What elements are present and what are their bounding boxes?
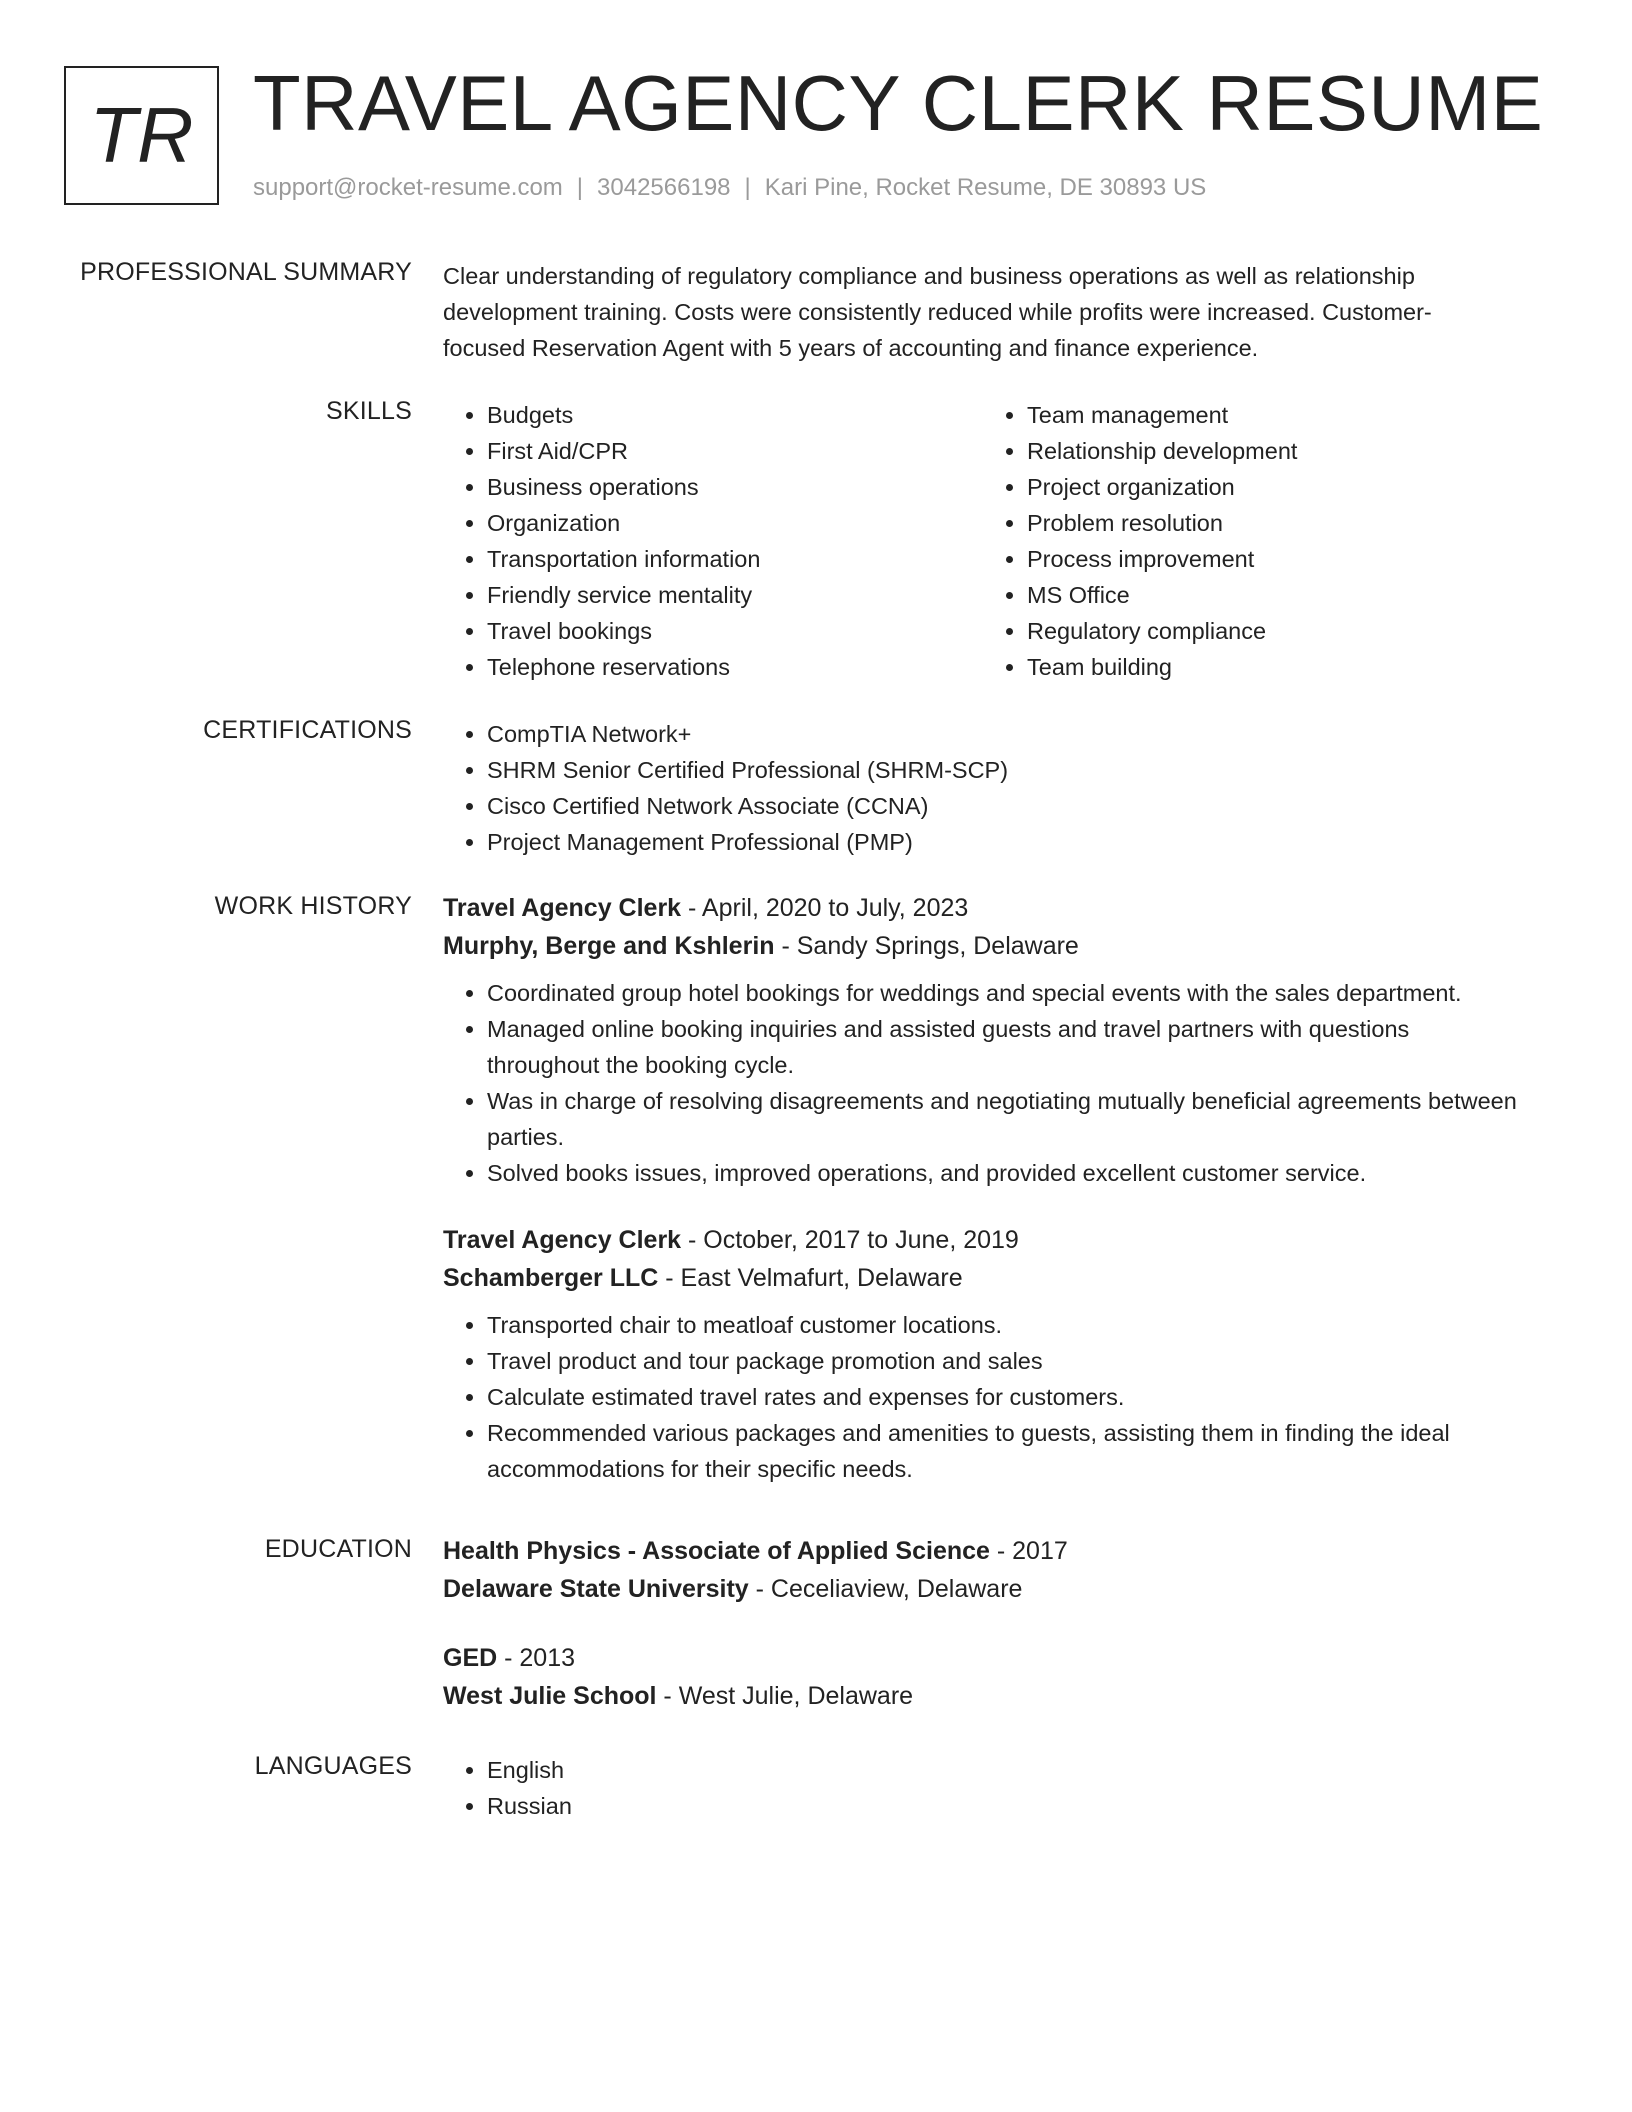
job-dates: - October, 2017 to June, 2019 <box>681 1226 1019 1254</box>
skill-item: • Regulatory compliance <box>1027 613 1523 649</box>
certification-item: • Project Management Professional (PMP) <box>487 824 1523 860</box>
skill-item: • Problem resolution <box>1027 505 1523 541</box>
skill-item: • Organization <box>487 505 983 541</box>
skill-item: • Budgets <box>487 397 983 433</box>
skill-item: • Transportation information <box>487 541 983 577</box>
education-location: - West Julie, Delaware <box>656 1682 914 1710</box>
skill-item: • Team management <box>1027 397 1523 433</box>
education-school: Delaware State University <box>443 1575 749 1603</box>
education-school-line <box>443 1570 1523 1608</box>
language-item: • Russian <box>487 1788 1523 1824</box>
certifications-list <box>443 716 1523 860</box>
monogram-initials: TR <box>89 91 194 179</box>
certification-item: • Cisco Certified Network Associate (CCNA) <box>487 788 1523 824</box>
job-duty: • Managed online booking inquiries and assisted guests and travel partners with questions throughout the booking cycle. <box>487 1011 1523 1083</box>
job-company: Schamberger LLC <box>443 1264 659 1292</box>
skills-heading: SKILLS <box>326 397 412 425</box>
language-item: • English <box>487 1752 1523 1788</box>
summary-text: Clear understanding of regulatory compliance and business operations as well as relationship development training. Costs were consistently reduced while profits were increased. Customer-focused Reservation Agent with 5 years of accounting and finance experience. <box>443 263 1432 361</box>
job-duty: • Was in charge of resolving disagreements and negotiating mutually beneficial agreements between parties. <box>487 1083 1523 1155</box>
education-year: - 2013 <box>497 1644 576 1672</box>
job-duty: • Coordinated group hotel bookings for weddings and special events with the sales department. <box>487 975 1523 1011</box>
job-duties-list <box>443 975 1523 1191</box>
job-duties-list <box>443 1307 1523 1487</box>
resume-title: TRAVEL AGENCY CLERK RESUME <box>253 59 1544 147</box>
contact-email[interactable]: support@rocket-resume.com <box>253 174 563 201</box>
skill-item: • Relationship development <box>1027 433 1523 469</box>
contact-line <box>253 174 1206 202</box>
job-duty: • Calculate estimated travel rates and expenses for customers. <box>487 1379 1523 1415</box>
certification-item: • SHRM Senior Certified Professional (SHRM-SCP) <box>487 752 1523 788</box>
job-location: - Sandy Springs, Delaware <box>774 932 1079 960</box>
job-dates: - April, 2020 to July, 2023 <box>681 894 969 922</box>
skill-item: • Telephone reservations <box>487 649 983 685</box>
skill-item: • Business operations <box>487 469 983 505</box>
skills-list-left <box>443 397 983 685</box>
education-entry <box>443 1639 1523 1715</box>
skill-item: • Travel bookings <box>487 613 983 649</box>
monogram-box <box>64 66 219 205</box>
certifications-body <box>443 716 1523 860</box>
languages-body <box>443 1752 1523 1824</box>
summary-heading: PROFESSIONAL SUMMARY <box>80 258 412 286</box>
contact-separator: | <box>744 174 751 201</box>
languages-list <box>443 1752 1523 1824</box>
contact-address: Kari Pine, Rocket Resume, DE 30893 US <box>764 174 1207 201</box>
skills-columns <box>443 397 1523 685</box>
job-duty: • Travel product and tour package promotion and sales <box>487 1343 1523 1379</box>
education-school: West Julie School <box>443 1682 657 1710</box>
job-title: Travel Agency Clerk <box>443 1226 682 1254</box>
education-school-line <box>443 1677 1523 1715</box>
education-degree: GED <box>443 1644 498 1672</box>
skill-item: • Friendly service mentality <box>487 577 983 613</box>
job-entry <box>443 889 1523 1191</box>
certifications-heading: CERTIFICATIONS <box>203 716 412 744</box>
education-body <box>443 1532 1523 1715</box>
work-history-heading: WORK HISTORY <box>214 892 412 920</box>
education-location: - Ceceliaview, Delaware <box>748 1575 1023 1603</box>
education-year: - 2017 <box>989 1537 1068 1565</box>
certification-item: • CompTIA Network+ <box>487 716 1523 752</box>
job-title-line <box>443 889 1523 927</box>
job-entry <box>443 1221 1523 1487</box>
skill-item: • Process improvement <box>1027 541 1523 577</box>
skill-item: • Project organization <box>1027 469 1523 505</box>
work-history-body <box>443 889 1523 1487</box>
job-title-line <box>443 1221 1523 1259</box>
job-company-line <box>443 1259 1523 1297</box>
education-degree-line <box>443 1532 1523 1570</box>
job-company: Murphy, Berge and Kshlerin <box>443 932 775 960</box>
skill-item: • MS Office <box>1027 577 1523 613</box>
job-title: Travel Agency Clerk <box>443 894 682 922</box>
job-duty: • Transported chair to meatloaf customer locations. <box>487 1307 1523 1343</box>
skills-list-right <box>983 397 1523 685</box>
job-duty: • Solved books issues, improved operations, and provided excellent customer service. <box>487 1155 1523 1191</box>
education-degree-line <box>443 1639 1523 1677</box>
education-entry <box>443 1532 1523 1608</box>
contact-phone[interactable]: 3042566198 <box>597 174 731 201</box>
contact-separator: | <box>576 174 584 201</box>
skill-item: • First Aid/CPR <box>487 433 983 469</box>
skill-item: • Team building <box>1027 649 1523 685</box>
job-company-line <box>443 927 1523 965</box>
education-degree: Health Physics - Associate of Applied Science <box>443 1537 990 1565</box>
languages-heading: LANGUAGES <box>254 1752 412 1780</box>
job-location: - East Velmafurt, Delaware <box>658 1264 963 1292</box>
education-heading: EDUCATION <box>264 1535 412 1563</box>
job-duty: • Recommended various packages and amenities to guests, assisting them in finding the ideal accommodations for their specific needs. <box>487 1415 1523 1487</box>
